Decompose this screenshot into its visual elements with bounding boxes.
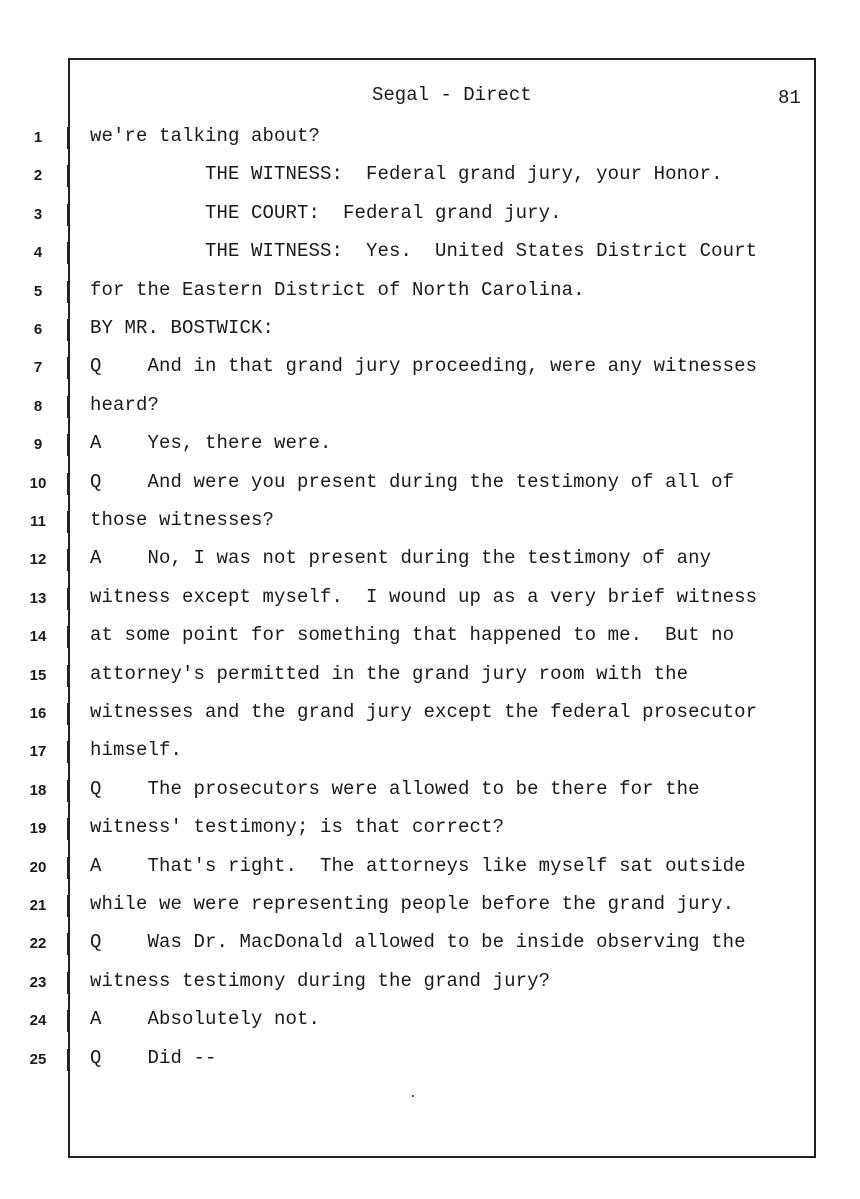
line-text: witness except myself. I wound up as a very brief witness [90,585,758,608]
line-margin-rule [67,703,69,725]
line-text: witness' testimony; is that correct? [90,816,505,839]
transcript-line [0,503,860,541]
line-number: 24 [29,1012,47,1030]
transcript-line [0,273,860,311]
line-text: Q And in that grand jury proceeding, were any witnesses [90,355,758,378]
transcript-line [0,541,860,579]
transcript-line [0,388,860,426]
transcript-line [0,234,860,272]
line-text: himself. [90,739,183,762]
transcript-line [0,426,860,464]
line-number: 1 [33,129,43,146]
line-text: witnesses and the grand jury except the federal prosecutor [90,701,758,723]
line-number: 9 [33,436,43,454]
line-margin-rule [67,357,69,379]
line-text: THE WITNESS: Federal grand jury, your Honor. [90,163,723,186]
line-text: witness testimony during the grand jury? [90,969,551,992]
line-number: 5 [33,282,43,300]
line-margin-rule [67,127,69,149]
line-margin-rule [67,818,69,840]
line-margin-rule [67,1049,69,1071]
page-number: 81 [778,87,801,109]
transcript-line [0,349,860,387]
line-margin-rule [67,626,69,648]
line-text: we're talking about? [90,125,321,147]
line-text: attorney's permitted in the grand jury room with the [90,662,689,685]
line-number: 20 [29,858,47,876]
line-number: 25 [29,1050,47,1068]
line-margin-rule [67,165,69,187]
line-text: Q Was Dr. MacDonald allowed to be inside observing the [90,931,746,954]
line-text: heard? [90,393,160,416]
line-text: for the Eastern District of North Carolina. [90,278,585,301]
line-number: 10 [29,474,47,492]
line-margin-rule [67,204,69,226]
line-number: 18 [29,781,47,799]
line-text: A That's right. The attorneys like myself sat outside [90,854,746,877]
line-number: 11 [30,513,46,530]
line-margin-rule [67,933,69,955]
line-number: 3 [33,205,43,223]
line-number: 12 [29,551,47,569]
header-title: Segal - Direct [372,84,532,106]
line-text: A Yes, there were. [90,432,332,455]
line-number: 19 [29,820,47,838]
line-margin-rule [67,857,69,879]
transcript-line [0,733,860,771]
line-number: 8 [33,397,43,415]
transcript-line [0,964,860,1002]
line-margin-rule [67,1010,69,1032]
line-text: Q Did -- [90,1046,217,1069]
transcript-line [0,772,860,810]
line-text: those witnesses? [90,509,275,531]
line-number: 6 [33,321,43,338]
line-margin-rule [67,780,69,802]
line-margin-rule [67,473,69,495]
transcript-line [0,580,860,618]
line-number: 13 [29,589,47,607]
line-number: 21 [29,897,47,914]
transcript-line [0,1041,860,1079]
transcript-line [0,887,860,925]
line-margin-rule [67,396,69,418]
line-text: Q And were you present during the testimony of all of [90,470,735,493]
line-number: 7 [33,359,43,377]
line-number: 15 [29,666,47,684]
line-text: THE WITNESS: Yes. United States District Court [90,240,758,263]
line-text: A No, I was not present during the testimony of any [90,547,712,570]
line-margin-rule [67,549,69,571]
transcript-line [0,657,860,695]
line-margin-rule [67,319,69,341]
transcript-line [0,119,860,157]
line-margin-rule [67,665,69,687]
line-margin-rule [67,895,69,917]
line-margin-rule [67,511,69,533]
line-margin-rule [67,281,69,303]
line-text: while we were representing people before the grand jury. [90,893,735,915]
line-text: A Absolutely not. [90,1008,321,1031]
scan-speck [412,1095,414,1097]
line-margin-rule [67,972,69,994]
line-margin-rule [67,242,69,264]
page-frame-bottom [68,1156,816,1158]
line-number: 4 [33,244,43,262]
transcript-line [0,196,860,234]
line-text: Q The prosecutors were allowed to be there for the [90,777,700,800]
line-number: 22 [29,935,47,953]
line-number: 14 [29,628,47,646]
transcript-line [0,618,860,656]
page-header [0,80,860,110]
transcript-line [0,1002,860,1040]
line-margin-rule [67,741,69,763]
transcript-line [0,925,860,963]
transcript-line [0,695,860,733]
line-text: THE COURT: Federal grand jury. [90,201,562,224]
transcript-line [0,465,860,503]
transcript-line [0,311,860,349]
transcript-line [0,849,860,887]
transcript-line [0,810,860,848]
line-number: 16 [29,705,47,722]
transcript-line [0,157,860,195]
line-text: BY MR. BOSTWICK: [90,317,275,339]
page-frame-top [68,58,816,60]
line-margin-rule [67,588,69,610]
line-text: at some point for something that happened to me. But no [90,624,735,647]
line-number: 17 [29,743,47,761]
line-margin-rule [67,434,69,456]
line-number: 2 [33,167,43,185]
line-number: 23 [29,973,47,991]
